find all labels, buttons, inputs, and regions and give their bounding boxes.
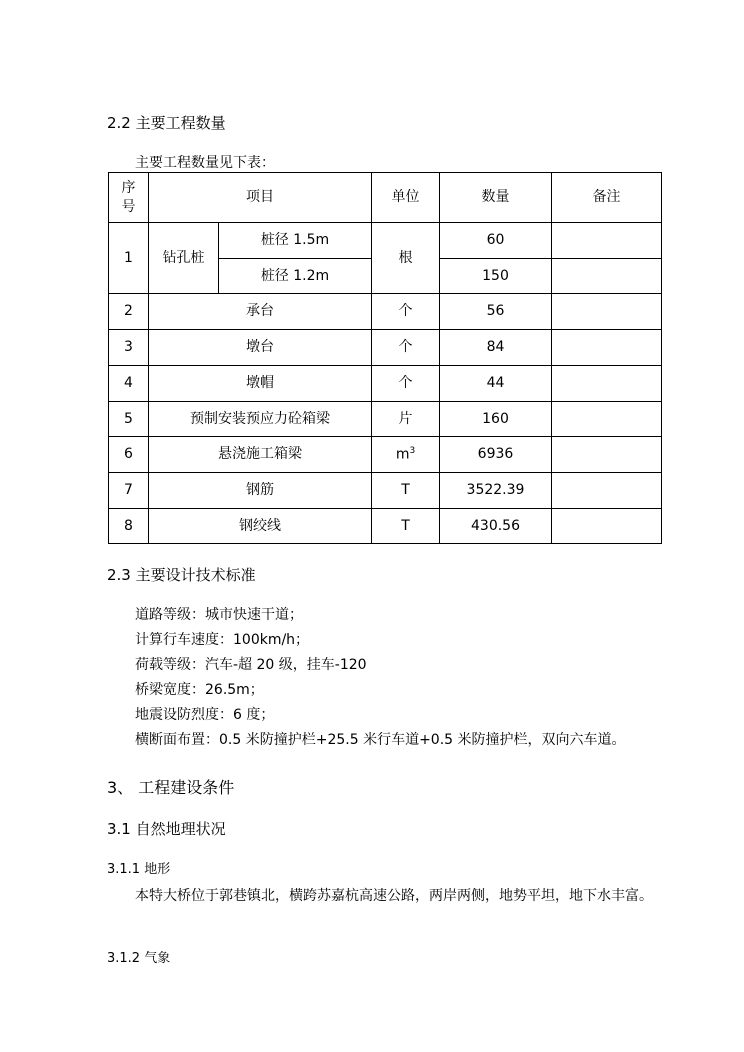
standard-line: 荷载等级：汽车-超 20 级，挂车-120 (135, 657, 367, 673)
cell-item: 墩台 (149, 330, 372, 366)
cell-remark (552, 330, 662, 366)
cell-seq: 3 (109, 330, 149, 366)
cell-seq: 7 (109, 473, 149, 509)
cell-qty: 3522.39 (440, 473, 552, 509)
standard-line: 横断面布置：0.5 米防撞护栏+25.5 米行车道+0.5 米防撞护栏，双向六车道。 (135, 732, 626, 748)
cell-qty: 150 (440, 259, 552, 294)
table-row (109, 473, 662, 509)
cell-remark (552, 437, 662, 473)
cell-remark (552, 509, 662, 544)
header-seq: 序 号 (109, 173, 149, 223)
table-row (109, 366, 662, 402)
cell-remark (552, 402, 662, 437)
cell-seq: 6 (109, 437, 149, 473)
cell-item: 悬浇施工箱梁 (149, 437, 372, 473)
section-heading-3-1: 3.1 自然地理状况 (107, 820, 226, 838)
terrain-paragraph: 本特大桥位于郭巷镇北，横跨苏嘉杭高速公路，两岸两侧，地势平坦，地下水丰富。 (135, 888, 653, 904)
table-row (109, 437, 662, 473)
table-row (109, 294, 662, 330)
cell-item: 钢筋 (149, 473, 372, 509)
cell-remark (552, 223, 662, 259)
cell-remark (552, 473, 662, 509)
cell-unit: T (372, 473, 440, 509)
section-heading-2-2: 2.2 主要工程数量 (107, 114, 226, 132)
cell-seq: 5 (109, 402, 149, 437)
cell-item: 桩径 1.5m (219, 223, 372, 259)
cell-unit: 根 (372, 223, 440, 294)
standard-line: 计算行车速度：100km/h； (135, 632, 310, 648)
quantity-table (108, 172, 662, 544)
cell-group: 钻孔桩 (149, 223, 219, 294)
cell-qty: 84 (440, 330, 552, 366)
table-intro: 主要工程数量见下表： (135, 155, 275, 171)
standard-line: 地震设防烈度：6 度； (135, 707, 275, 723)
cell-unit: 个 (372, 294, 440, 330)
cell-seq: 8 (109, 509, 149, 544)
table-row (109, 330, 662, 366)
header-item: 项目 (149, 173, 372, 223)
cell-item: 预制安装预应力砼箱梁 (149, 402, 372, 437)
header-remark: 备注 (552, 173, 662, 223)
cell-qty: 160 (440, 402, 552, 437)
cell-qty: 430.56 (440, 509, 552, 544)
standard-line: 桥梁宽度：26.5m； (135, 682, 264, 698)
cell-item: 承台 (149, 294, 372, 330)
table-row (109, 509, 662, 544)
cell-qty: 60 (440, 223, 552, 259)
section-heading-3: 3、 工程建设条件 (107, 778, 235, 797)
cell-remark (552, 366, 662, 402)
cell-qty: 44 (440, 366, 552, 402)
cell-qty: 56 (440, 294, 552, 330)
header-qty: 数量 (440, 173, 552, 223)
cell-unit: $m^3$ (372, 437, 440, 473)
table-row (109, 402, 662, 437)
table-header-row (109, 173, 662, 223)
cell-item: 墩帽 (149, 366, 372, 402)
cell-remark (552, 294, 662, 330)
cell-qty: 6936 (440, 437, 552, 473)
section-heading-3-1-1: 3.1.1 地形 (107, 862, 171, 877)
cell-seq: 4 (109, 366, 149, 402)
section-heading-3-1-2: 3.1.2 气象 (107, 951, 171, 966)
section-heading-2-3: 2.3 主要设计技术标准 (107, 566, 256, 584)
cell-item: 桩径 1.2m (219, 259, 372, 294)
cell-seq: 1 (109, 223, 149, 294)
cell-unit: 个 (372, 366, 440, 402)
cell-remark (552, 259, 662, 294)
header-unit: 单位 (372, 173, 440, 223)
cell-seq: 2 (109, 294, 149, 330)
cell-unit: T (372, 509, 440, 544)
cell-unit: 个 (372, 330, 440, 366)
table-row (109, 223, 662, 259)
cell-unit: 片 (372, 402, 440, 437)
cell-item: 钢绞线 (149, 509, 372, 544)
standard-line: 道路等级：城市快速干道； (135, 607, 303, 623)
